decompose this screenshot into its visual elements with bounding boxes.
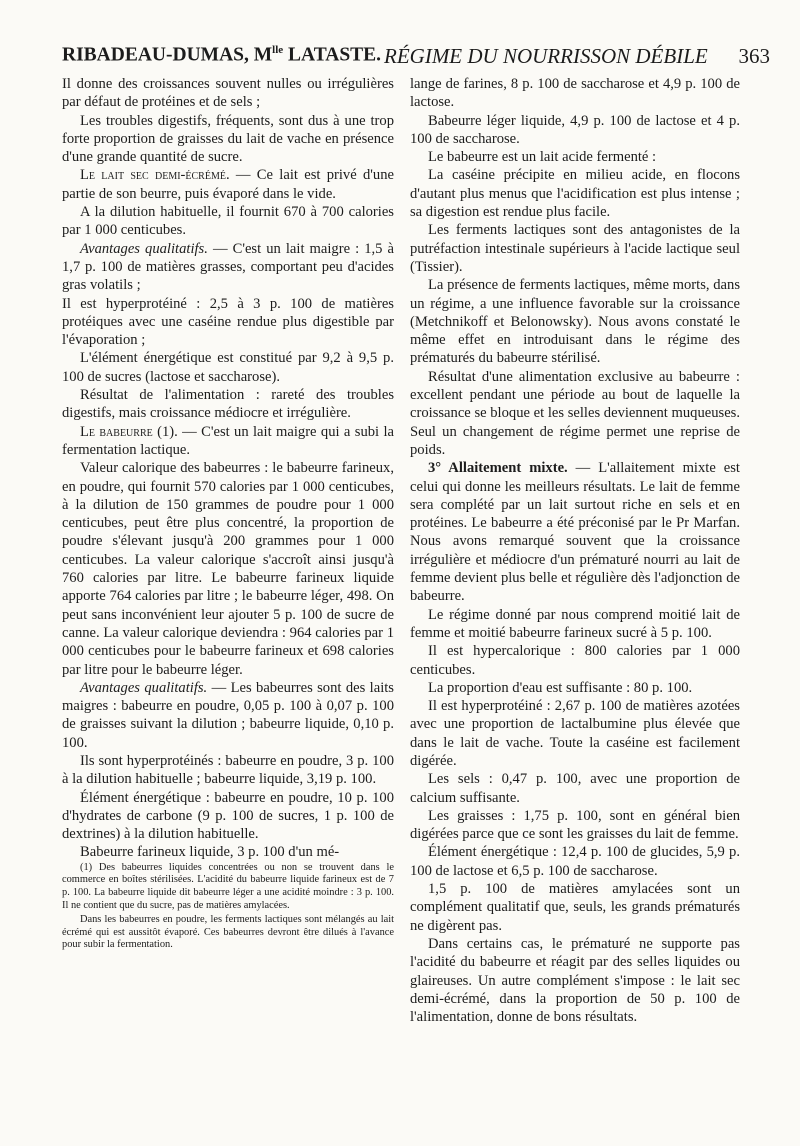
- right-column: [410, 75, 740, 1026]
- paragraph: Élément énergétique : 12,4 p. 100 de glucides, 5,9 p. 100 de lactose et 6,5 p. 100 de saccharose.: [410, 844, 740, 879]
- paragraph: La proportion d'eau est suffisante : 80 p. 100.: [428, 679, 693, 696]
- paragraph: Le régime donné par nous comprend moitié lait de femme et moitié babeurre farineux sucré à 5 p. 100.: [410, 606, 740, 641]
- paragraph: Élément énergétique : babeurre en poudre, 10 p. 100 d'hydrates de carbone (9 p. 100 de sucres, 1 p. 100 de dextrines) à la dilution habituelle.: [62, 789, 394, 843]
- page-number: 363: [738, 44, 770, 68]
- paragraph: 3° Allaitement mixte. — L'allaitement mixte est celui qui donne les meilleurs résultats. Le lait de femme sera complété par un lait surtout riche en sels et en protéines. Le babeurre a été préconisé par le Pr Marfan. Nous avons remarqué souvent que la croissance irrégulière et médiocre d'un prématuré nourri au lait de femme devient plus belle et régulière dès l'adjonction de babeurre.: [410, 460, 740, 605]
- paragraph: Babeurre léger liquide, 4,9 p. 100 de lactose et 4 p. 100 de saccharose.: [410, 112, 740, 147]
- paragraph: La présence de ferments lactiques, même morts, dans un régime, a une influence favorable sur la croissance (Metchnikoff et Belonowsky). Nous avons constaté le même effet en introduisant dans le régime des prématurés du babeurre stérilisé.: [410, 277, 740, 367]
- section-heading: 3° Allaitement mixte.: [428, 460, 568, 477]
- paragraph: Le babeurre (1). — C'est un lait maigre qui a subi la fermentation lactique.: [62, 423, 394, 458]
- subheading: Avantages qualitatifs.: [80, 679, 208, 696]
- paragraph: lange de farines, 8 p. 100 de saccharose et 4,9 p. 100 de lactose.: [410, 76, 740, 111]
- footnote: (1) Des babeurres liquides concentrées ou non se trouvent dans le commerce en boîtes stérilisées. L'acidité du babeurre liquide farineux est de 7 p. 100. La babeurre liquide dit babeurre léger a une acidité moindre : 3 p. 100. Il ne contient que du sucre, pas de matières amylacées.: [62, 861, 394, 911]
- paragraph: Il est hyperprotéiné : 2,67 p. 100 de matières azotées avec une proportion de lactalbumine plus élevée que dans le lait de vache. Toute la caséine est facilement digérée.: [410, 698, 740, 769]
- paragraph: Il est hyperprotéiné : 2,5 à 3 p. 100 de matières protéiques avec une caséine rendue plus digestible par l'évaporation ;: [62, 295, 394, 349]
- paragraph: Le babeurre est un lait acide fermenté :: [428, 149, 657, 166]
- paragraph: Babeurre farineux liquide, 3 p. 100 d'un mé-: [80, 844, 340, 861]
- paragraph: Les ferments lactiques sont des antagonistes de la putréfaction intestinale supérieurs à l'acide lactique seul (Tissier).: [410, 222, 740, 275]
- paragraph: Ils sont hyperprotéinés : babeurre en poudre, 3 p. 100 à la dilution habituelle ; babeurre liquide, 3,19 p. 100.: [62, 752, 394, 788]
- section-heading: Le lait sec demi-écrémé.: [80, 167, 230, 184]
- paragraph: Les graisses : 1,75 p. 100, sont en général bien digérées parce que ce sont les graisses du lait de femme.: [410, 807, 740, 843]
- paragraph: Avantages qualitatifs. — Les babeurres sont des laits maigres : babeurre en poudre, 0,05 p. 100 à 0,07 p. 100 de graisses suivant la dilution ; babeurre liquide, 0,10 p. 100.: [62, 679, 394, 751]
- section-heading: Le babeurre: [80, 423, 153, 440]
- left-column: [62, 75, 394, 952]
- running-header: [40, 36, 770, 70]
- paragraph: Il donne des croissances souvent nulles ou irrégulières par défaut de protéines et de sels ;: [62, 76, 394, 111]
- paragraph: A la dilution habituelle, il fournit 670 à 700 calories par 1 000 centicubes.: [62, 204, 394, 239]
- paragraph: Les troubles digestifs, fréquents, sont dus à une trop forte proportion de graisses du lait de vache en présence d'une grande quantité de sucre.: [62, 112, 394, 166]
- subheading: Avantages qualitatifs.: [80, 240, 208, 257]
- paragraph: L'élément énergétique est constitué par 9,2 à 9,5 p. 100 de sucres (lactose et saccharose).: [62, 350, 394, 385]
- header-title: RÉGIME DU NOURRISSON DÉBILE: [384, 44, 708, 68]
- paragraph: Les sels : 0,47 p. 100, avec une proportion de calcium suffisante.: [410, 771, 740, 806]
- footnote: Dans les babeurres en poudre, les ferments lactiques sont mélangés au lait écrémé qui est aussitôt évaporé. Ces babeurres devront être dilués à l'avance pour subir la fermentation.: [62, 914, 394, 951]
- paragraph: Le lait sec demi-écrémé. — Ce lait est privé d'une partie de son beurre, puis évaporé dans le vide.: [62, 167, 394, 202]
- paragraph: Résultat de l'alimentation : rareté des troubles digestifs, mais croissance médiocre et irrégulière.: [62, 387, 394, 422]
- paragraph: Il est hypercalorique : 800 calories par 1 000 centicubes.: [410, 643, 740, 678]
- paragraph: Résultat d'une alimentation exclusive au babeurre : excellent pendant une période au bout de laquelle la croissance se bloque et les selles deviennent muqueuses. Seul un changement de régime permet une reprise de poids.: [410, 368, 740, 458]
- paragraph: Avantages qualitatifs. — C'est un lait maigre : 1,5 à 1,7 p. 100 de matières grasses, comportant peu d'acides gras volatils ;: [62, 240, 394, 294]
- paragraph: 1,5 p. 100 de matières amylacées sont un complément qualitatif que, seuls, les grands prématurés ne digèrent pas.: [410, 881, 740, 934]
- header-authors: RIBADEAU-DUMAS, $M^{lle}$ LATASTE.: [62, 44, 382, 66]
- paragraph: Valeur calorique des babeurres : le babeurre farineux, en poudre, qui fournit 570 calories par 1 000 centicubes, à la dilution de 150 grammes de poudre pour 1 000 centicubes, peut être plus concentré, la proportion de poudre s'élevant jusqu'à 200 grammes pour 1 000 centicubes. La valeur calorique s'accroît ainsi jusqu'à 760 calories par litre. Le babeurre farineux liquide apporte 764 calories par litre ; le babeurre léger, 498. On peut sans inconvénient leur ajouter 5 p. 100 de sucre de canne. La valeur calorique deviendra : 964 calories par 1 000 centicubes pour le babeurre farineux et 698 calories par litre pour le babeurre léger.: [62, 460, 394, 678]
- paragraph: La caséine précipite en milieu acide, en flocons d'autant plus menus que l'acidification est plus intense ; sa digestion est rendue plus facile.: [410, 167, 740, 221]
- paragraph: Dans certains cas, le prématuré ne supporte pas l'acidité du babeurre et réagit par des selles liquides ou glaireuses. Un autre complément s'impose : le lait sec demi-écrémé, dans la proportion de 50 p. 100 de l'alimentation, donne de bons résultats.: [410, 935, 740, 1026]
